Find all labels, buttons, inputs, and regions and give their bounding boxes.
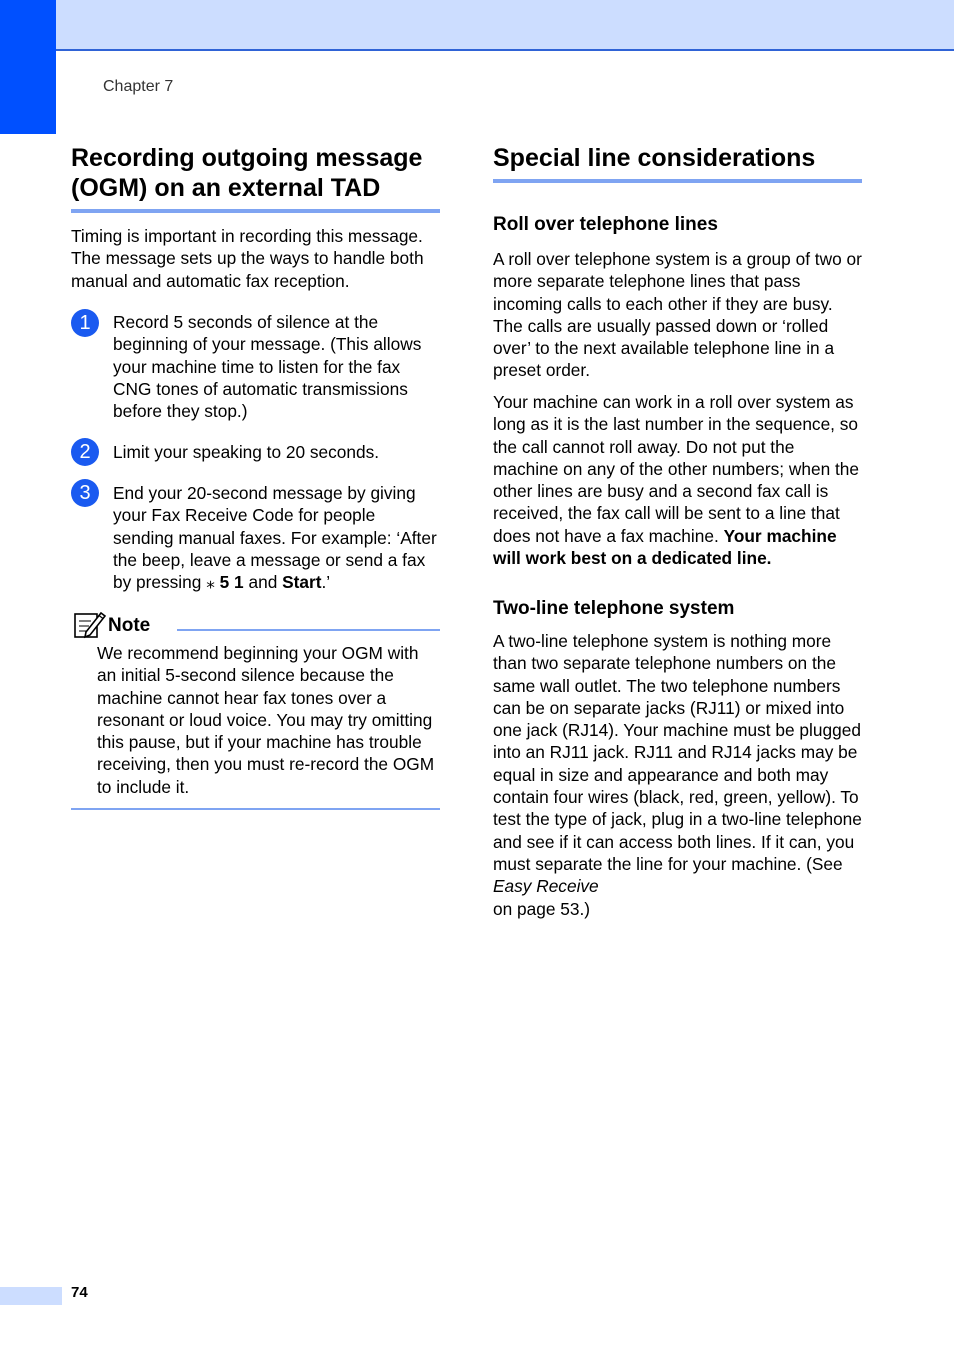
roll-over-para-2-text: Your machine can work in a roll over system as long as it is the last number in the sequence, so the call cannot roll away. Do not put the machine on any of the other numbers; when the other lines are busy and a second fax call is received, the fax call will be sent to a line that does not have a fax machine.: [493, 392, 860, 546]
step-text-3: [113, 482, 440, 593]
note-pencil-icon: [74, 609, 106, 639]
note-top-rule: [177, 629, 440, 631]
step-3-end: .’: [321, 572, 331, 593]
two-line-text: A two-line telephone system is nothing more than two separate telephone numbers on the same wall outlet. The two telephone numbers can be on separate jacks (RJ11) or mixed into one jack (RJ14). Your machine must be plugged into an RJ11 jack. RJ11 and RJ14 jacks may be equal in size and appearance and both may contain four wires (black, red, green, yellow). To test the type of jack, plug in a two-line telephone and see if it can access both lines. If it can, you must separate the line for your machine. (See: [493, 631, 862, 874]
step-3-text: End your 20-second message by giving your Fax Receive Code for people sending manual faxes. For example: ‘After the beep, leave a message or send a fax by pressing: [113, 483, 437, 593]
step-text-1: Record 5 seconds of silence at the beginning of your message. (This allows your machine time to listen for the fax CNG tones of automatic transmissions before they stop.): [113, 312, 422, 422]
footer-tab: [0, 1287, 62, 1305]
section-title-special-lines: Special line considerations: [493, 143, 862, 183]
two-line-para: [493, 630, 862, 920]
note-text: We recommend beginning your OGM with an initial 5-second silence because the machine cannot hear fax tones over a resonant or loud voice. You may try omitting this pause, but if your machine has trouble receiving, then you must re-record the OGM to include it.: [97, 643, 435, 797]
note-bottom-rule: [71, 808, 440, 810]
subheading-two-line: Two-line telephone system: [493, 598, 735, 619]
and-text: and: [243, 572, 283, 593]
step-number-2: 2: [71, 438, 99, 466]
easy-receive-link[interactable]: Easy Receive: [493, 876, 599, 897]
header-band: [0, 0, 954, 51]
start-key: Start: [282, 572, 322, 593]
roll-over-para-1: A roll over telephone system is a group of two or more separate telephone lines that pass incoming calls to each other if they are busy. The calls are usually passed down or ‘rolled over’ to the next available telephone line in a preset order.: [493, 249, 862, 381]
step-text-2: Limit your speaking to 20 seconds.: [113, 442, 380, 462]
ogm-intro: Timing is important in recording this message. The message sets up the ways to handle both manual and automatic fax reception.: [71, 226, 424, 291]
roll-over-para-2: [493, 391, 862, 569]
section-title-ogm: Recording outgoing message (OGM) on an external TAD: [71, 143, 440, 213]
roll-over-emphasis: Your machine will work best on a dedicated line.: [493, 525, 837, 569]
chapter-label: Chapter 7: [103, 78, 174, 95]
receive-code: 5 1: [219, 572, 244, 593]
step-number-3: 3: [71, 479, 99, 507]
step-number-1: 1: [71, 309, 99, 337]
two-line-end: on page 53.): [493, 898, 591, 919]
chapter-side-tab: [0, 0, 56, 134]
page-number: 74: [71, 1284, 88, 1301]
subheading-roll-over: Roll over telephone lines: [493, 214, 718, 235]
note-label: Note: [108, 615, 151, 636]
star-key: ⁎: [206, 572, 215, 593]
